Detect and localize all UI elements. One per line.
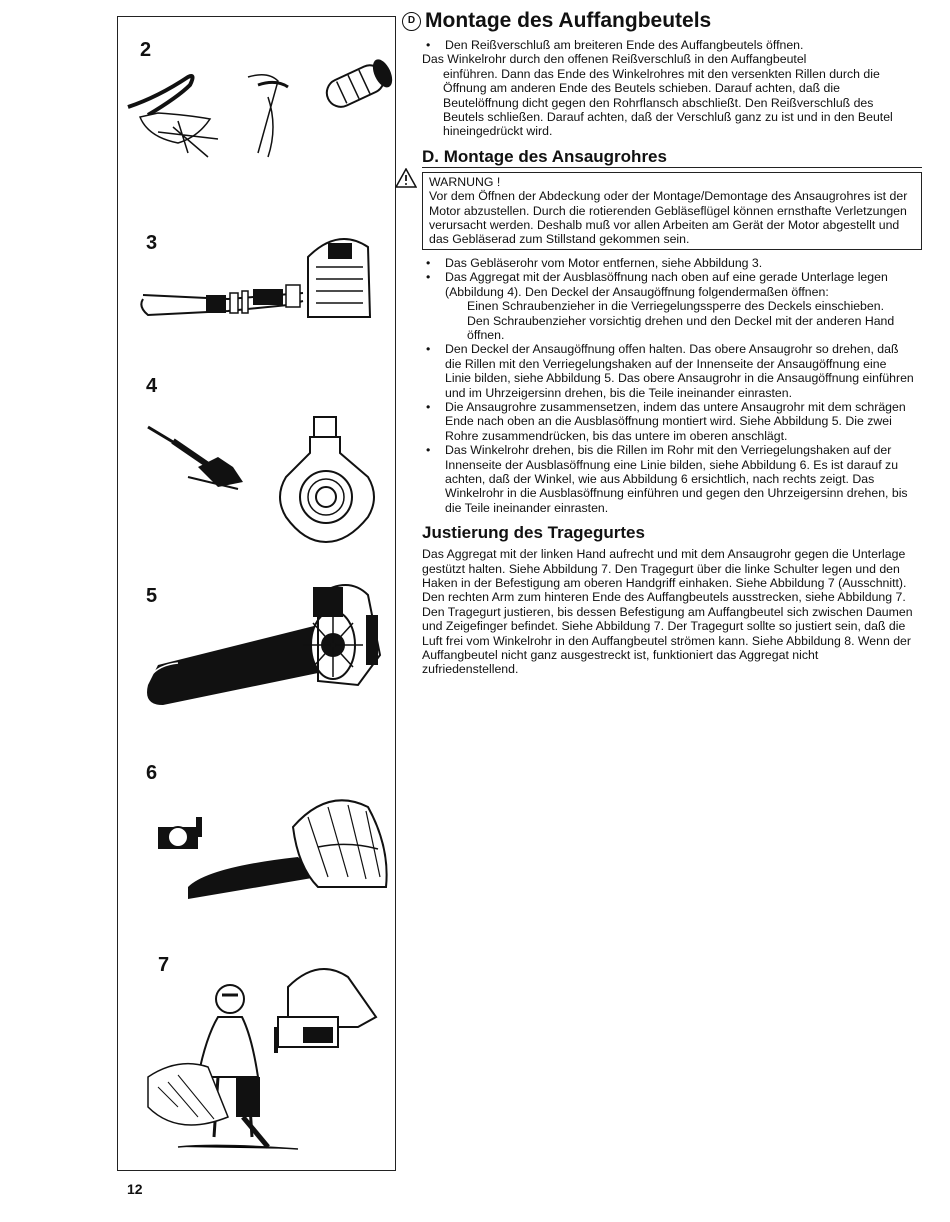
warning-triangle-icon	[395, 168, 417, 188]
section-title-text: Montage des Auffangbeutels	[425, 9, 712, 32]
figure-number-5: 5	[146, 585, 158, 607]
list-item: • Den Deckel der Ansaugöffnung offen halten. Das obere Ansaugrohr so drehen, daß die Rillen mit den Verriegelungshaken auf der Innenseite der Ansaugöffnung eine Linie bilden, siehe Abbildung 5. Das obere Ansaugrohr in die Ansaugöffnung einführen und im Uhrzeigersinn drehen, bis die Teile ineinander einrasten.	[422, 342, 914, 400]
figure-number-2: 2	[140, 39, 152, 61]
warning-label: WARNUNG !	[429, 174, 501, 189]
warning-text: Vor dem Öffnen der Abdeckung oder der Montage/Demontage des Ansaugrohres ist der Motor abzustellen. Durch die rotierenden Gebläseflügel können ernsthafte Verletzungen verursacht werden. Deshalb muß vor allen Arbeiten am Gerät der Motor abgestellt und das Gebläserad zum Stillstand gekommen sein.	[429, 189, 908, 247]
figure-number-4: 4	[146, 375, 158, 397]
list-item: • Das Winkelrohr drehen, bis die Rillen im Rohr mit den Verriegelungshaken auf der Innenseite der Ausblasöffnung eine Linie bilden, siehe Abbildung 6. Es ist darauf zu achten, daß der Winkel, wie aus Abbildung 6 ersichtlich, nach rechts zeigt. Das Winkelrohr in die Ausblasöffnung einführen und gegen den Uhrzeigersinn drehen, bis die Teile ineinander einrasten.	[422, 443, 914, 515]
figure-2-bag-zipper	[118, 57, 396, 167]
section-title	[407, 8, 914, 34]
list-item: • Das Aggregat mit der Ausblasöffnung nach oben auf eine gerade Unterlage legen (Abbildung 4). Den Deckel der Ansaugöffnung folgendermaßen öffnen:	[422, 270, 914, 299]
list-item: • Die Ansaugrohre zusammensetzen, indem das untere Ansaugrohr mit dem schrägen Ende nach oben an die Ausblasöffnung montiert wird. Siehe Abbildung 5. Die zwei Rohre zusammendrücken, bis das untere im oberen anschlägt.	[422, 400, 914, 443]
justierung-heading: Justierung des Tragegurtes	[422, 523, 645, 543]
page-number: 12	[127, 1181, 143, 1197]
ansaug-steps-list	[422, 256, 914, 515]
section-marker-circle: D	[402, 12, 421, 31]
list-item: • Das Gebläserohr vom Motor entfernen, siehe Abbildung 3.	[422, 256, 914, 270]
figure-7-operator-with-harness	[118, 957, 396, 1157]
sub-step: Den Schraubenzieher vorsichtig drehen und den Deckel mit der anderen Hand öffnen.	[467, 313, 895, 342]
bag-steps-list	[422, 38, 914, 52]
figure-6-elbow-tube	[118, 787, 396, 907]
warning-box	[422, 172, 922, 250]
figure-4-intake-cover	[118, 397, 396, 547]
figure-number-6: 6	[146, 762, 158, 784]
text-column	[407, 8, 914, 677]
figure-column	[117, 16, 396, 1171]
justierung-paragraph: Das Aggregat mit der linken Hand aufrecht und mit dem Ansaugrohr gegen die Unterlage gestützt halten. Siehe Abbildung 7. Den Tragegurt über die linke Schulter legen und den Haken in der Befestigung am oberen Handgriff einhaken. Siehe Abbildung 7 (Ausschnitt). Den rechten Arm zum hinteren Ende des Auffangbeutels ausstrecken, siehe Abbildung 7. Den Tragegurt justieren, bis dessen Befestigung am Auffangbeutel sich zwischen Daumen und Zeigefinger befindet. Siehe Abbildung 7. Der Tragegurt sollte so justiert sein, daß die Luft frei vom Winkelrohr in den Auffangbeutel strömen kann. Siehe Abbildung 8. Wenn der Auffangbeutel nicht ganz ausgestreckt ist, funktioniert das Aggregat nicht zufriedenstellend.	[422, 547, 913, 677]
figure-number-3: 3	[146, 232, 158, 254]
figure-3-blower-tube	[118, 217, 396, 337]
ansaug-heading: D. Montage des Ansaugrohres	[422, 147, 922, 168]
bag-paragraph-lead: Das Winkelrohr durch den offenen Reißverschluß in den Auffangbeutel	[422, 52, 807, 67]
figure-number-7: 7	[158, 954, 170, 976]
bag-paragraph: einführen. Dann das Ende des Winkelrohres mit den versenkten Rillen durch die Öffnung am anderen Ende des Beutels schieben. Darauf achten, daß die Beutelöffnung dicht gegen den Rohrflansch abschließt. Den Reißverschluß des Beutels schließen. Darauf achten, daß der Verschluß ganz zu ist und in den Beutel hineingedrückt wird.	[443, 66, 893, 139]
list-item: • Den Reißverschluß am breiteren Ende des Auffangbeutels öffnen.	[422, 38, 914, 52]
figure-5-assembled-blower	[118, 565, 396, 725]
warning-block	[422, 172, 914, 250]
sub-step: Einen Schraubenzieher in die Verriegelungssperre des Deckels einschieben.	[467, 299, 884, 314]
